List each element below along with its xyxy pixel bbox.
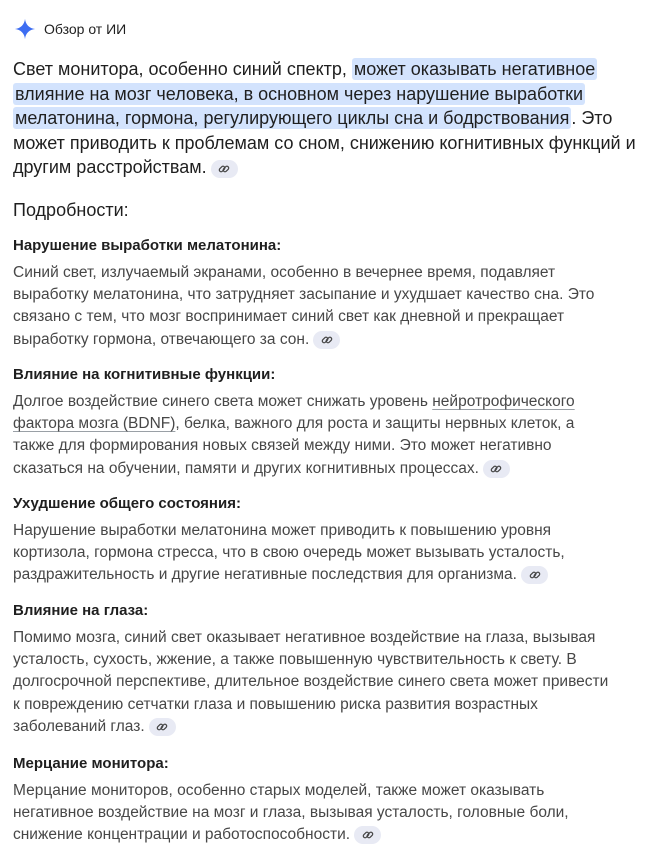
summary-highlight: может оказывать негативное влияние на мозг человека, в основном через нарушение выработки мелатонина, гормона, регулирующего циклы сна и бодрствования — [15, 59, 596, 128]
section-body: Нарушение выработки мелатонина может приводить к повышению уровня кортизола, гормона стресса, что в свою очередь может вызывать усталость, раздражительность и другие негативные последствия для организма. — [13, 522, 565, 584]
details-heading: Подробности: — [13, 200, 129, 220]
section-flicker — [13, 754, 613, 847]
section-cognitive — [13, 365, 613, 480]
section-body: Долгое воздействие синего света может снижать уровень нейротрофического фактора мозга (BDNF), белка, важного для роста и защиты нервных клеток, а также для формирования новых связей между ними. Это может негативно сказаться на обучении, памяти и других когнитивных процессах. — [13, 393, 575, 477]
bdnf-link[interactable]: нейротрофического фактора мозга (BDNF) — [13, 393, 575, 433]
summary-text-start: Свет монитора, особенно синий спектр, — [13, 59, 352, 79]
ai-overview-header — [14, 17, 126, 41]
source-link-button[interactable] — [354, 826, 381, 844]
section-title: Нарушение выработки мелатонина: — [13, 237, 282, 254]
link-icon — [218, 163, 230, 175]
sparkle-icon — [14, 18, 36, 40]
section-body: Мерцание мониторов, особенно старых моделей, также может оказывать негативное воздействие на мозг и глаза, вызывая усталость, головные боли, снижение концентрации и работоспособности. — [13, 782, 569, 844]
summary-text-end: . Это может приводить к проблемам со сном, снижению когнитивных функций и другим расстройствам. — [13, 108, 636, 177]
link-icon — [156, 721, 168, 733]
source-link-button[interactable] — [313, 331, 340, 349]
source-link-button[interactable] — [521, 566, 548, 584]
section-body: Синий свет, излучаемый экранами, особенно в вечернее время, подавляет выработку мелатонина, что затрудняет засыпание и ухудшает качество сна. Это связано с тем, что мозг воспринимает синий свет как дневной и прекращает выработку гормона, отвечающего за сон. — [13, 264, 595, 348]
link-icon — [362, 829, 374, 841]
section-title: Ухудшение общего состояния: — [13, 495, 241, 512]
section-title: Влияние на глаза: — [13, 602, 149, 619]
section-title: Влияние на когнитивные функции: — [13, 366, 276, 383]
link-icon — [529, 569, 541, 581]
source-link-button[interactable] — [211, 160, 238, 178]
source-link-button[interactable] — [483, 460, 510, 478]
section-melatonin — [13, 236, 613, 351]
link-icon — [490, 463, 502, 475]
section-general-state — [13, 494, 613, 587]
section-eyes — [13, 601, 613, 738]
summary-paragraph — [13, 57, 641, 180]
source-link-button[interactable] — [149, 718, 176, 736]
link-icon — [321, 334, 333, 346]
section-body: Помимо мозга, синий свет оказывает негативное воздействие на глаза, вызывая усталость, сухость, жжение, а также повышенную чувствительность к свету. В долгосрочной перспективе, длительное воздействие синего света может привести к повреждению сетчатки глаза и повышению риска развития возрастных заболеваний глаз. — [13, 629, 609, 735]
section-title: Мерцание монитора: — [13, 755, 169, 772]
ai-overview-title: Обзор от ИИ — [44, 21, 127, 37]
